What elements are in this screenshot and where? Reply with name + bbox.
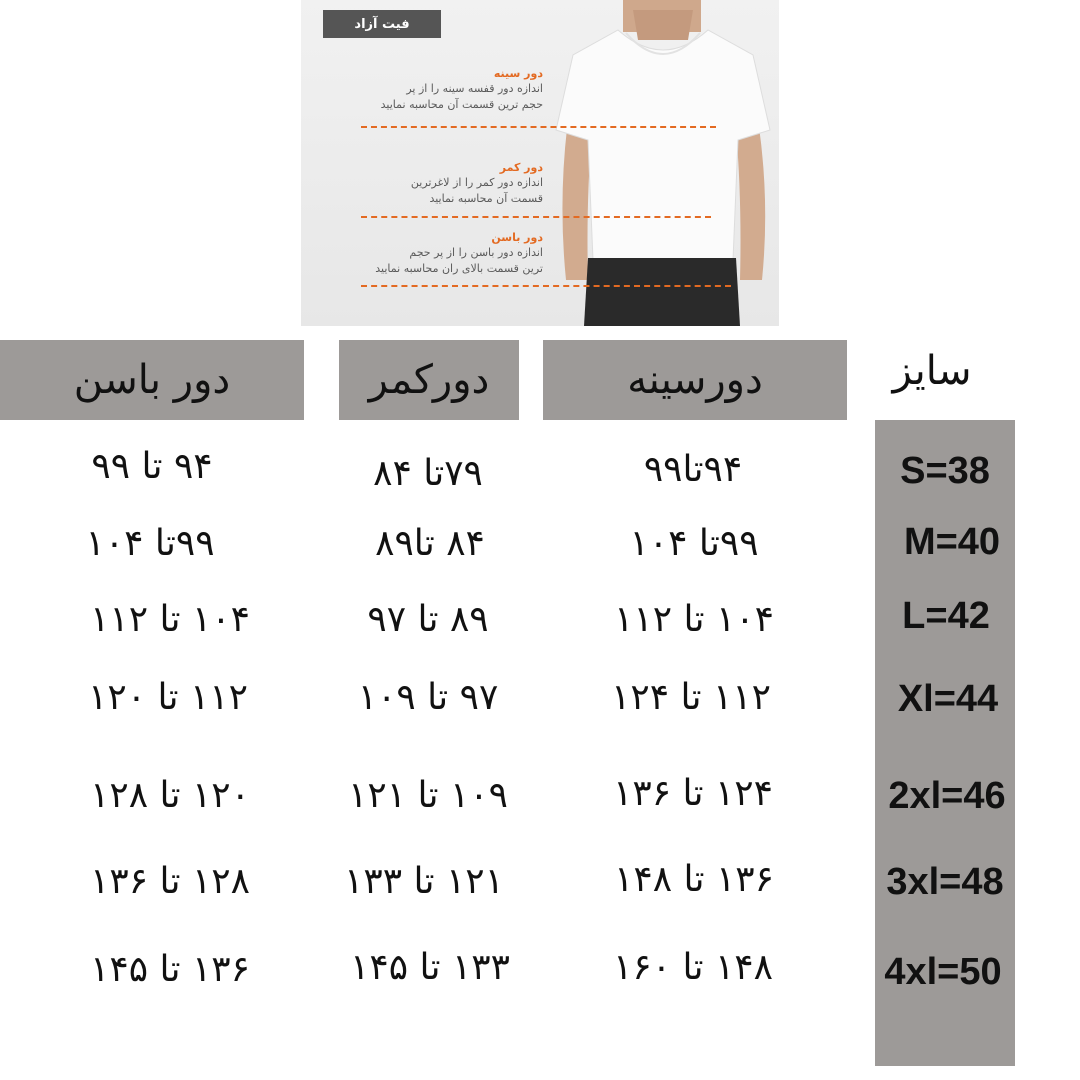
chest-cell: ۱۳۶ تا ۱۴۸ bbox=[614, 859, 774, 900]
hip-cell: ۱۱۲ تا ۱۲۰ bbox=[88, 677, 248, 718]
hip-note-title: دور باسن bbox=[491, 231, 543, 244]
hip-cell: ۹۹تا ۱۰۴ bbox=[85, 523, 215, 564]
hip-note bbox=[323, 230, 543, 277]
waist-note bbox=[333, 160, 543, 207]
size-cell: 3xl=48 bbox=[886, 861, 1004, 903]
chest-note-line: اندازه دور قفسه سینه را از پر bbox=[406, 82, 543, 95]
chest-note bbox=[333, 66, 543, 113]
waist-cell: ۸۴ تا۸۹ bbox=[375, 523, 485, 564]
hip-note-line: ترین قسمت بالای ران محاسبه نمایید bbox=[375, 262, 543, 275]
size-cell: 4xl=50 bbox=[884, 951, 1002, 993]
size-column-header: سایز bbox=[892, 348, 972, 394]
waist-cell: ۷۹تا ۸۴ bbox=[373, 453, 483, 494]
size-cell: L=42 bbox=[902, 595, 990, 637]
hip-column-header: دور باسن bbox=[0, 340, 304, 420]
hip-cell: ۹۴ تا ۹۹ bbox=[91, 446, 213, 487]
chest-cell: ۱۱۲ تا ۱۲۴ bbox=[611, 677, 771, 718]
size-cell: Xl=44 bbox=[897, 678, 999, 720]
waist-cell: ۱۳۳ تا ۱۴۵ bbox=[350, 947, 510, 988]
chest-cell: ۹۴تا۹۹ bbox=[643, 449, 743, 490]
waist-cell: ۱۲۱ تا ۱۳۳ bbox=[344, 861, 504, 902]
chest-measure-line bbox=[361, 126, 716, 128]
hip-cell: ۱۰۴ تا ۱۱۲ bbox=[90, 599, 250, 640]
chest-cell: ۱۰۴ تا ۱۱۲ bbox=[614, 599, 774, 640]
hip-cell: ۱۲۸ تا ۱۳۶ bbox=[90, 861, 250, 902]
waist-note-line: اندازه دور کمر را از لاغرترین bbox=[410, 176, 543, 189]
chest-cell: ۱۲۴ تا ۱۳۶ bbox=[613, 773, 773, 814]
hip-measure-line bbox=[361, 285, 731, 287]
waist-note-line: قسمت آن محاسبه نمایید bbox=[429, 192, 543, 205]
size-cell: S=38 bbox=[900, 450, 990, 492]
size-guide-illustration bbox=[301, 0, 779, 326]
chest-note-line: حجم ترین قسمت آن محاسبه نمایید bbox=[380, 98, 543, 111]
size-cell: 2xl=46 bbox=[888, 775, 1006, 817]
hip-cell: ۱۲۰ تا ۱۲۸ bbox=[90, 775, 250, 816]
chest-column-header: دورسینه bbox=[543, 340, 847, 420]
waist-cell: ۸۹ تا ۹۷ bbox=[367, 599, 489, 640]
size-cell: M=40 bbox=[903, 521, 1001, 563]
waist-column-header: دورکمر bbox=[339, 340, 519, 420]
hip-note-line: اندازه دور باسن را از پر حجم bbox=[409, 246, 543, 259]
waist-cell: ۹۷ تا ۱۰۹ bbox=[357, 677, 499, 718]
fit-label: فیت آزاد bbox=[323, 10, 441, 38]
hip-cell: ۱۳۶ تا ۱۴۵ bbox=[90, 949, 250, 990]
chest-cell: ۹۹تا ۱۰۴ bbox=[629, 523, 759, 564]
chest-note-title: دور سینه bbox=[493, 67, 543, 80]
waist-measure-line bbox=[361, 216, 711, 218]
model-figure-image bbox=[548, 0, 779, 326]
chest-cell: ۱۴۸ تا ۱۶۰ bbox=[613, 947, 773, 988]
waist-note-title: دور کمر bbox=[499, 161, 543, 174]
waist-cell: ۱۰۹ تا ۱۲۱ bbox=[348, 775, 508, 816]
